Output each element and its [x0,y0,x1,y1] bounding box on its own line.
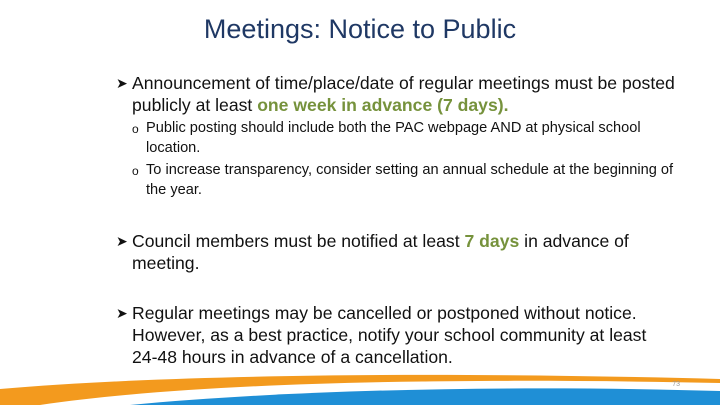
bullet-text: Regular meetings may be cancelled or postponed without notice. However, as a best practice, notify your school community at least 24-48 hours in advance of a cancellation. [132,303,647,367]
arrow-bullet-icon: ➤ [116,75,128,91]
bullet-highlight: one week in advance (7 days). [257,95,509,115]
bullet-council-notice [116,230,676,274]
bullet-highlight: 7 days [464,231,520,251]
circle-bullet-icon: o [132,164,139,178]
blue-swoosh [130,388,720,405]
sub-bullet-text: Public posting should include both the PAC webpage AND at physical school location. [146,120,641,156]
slide-content [116,72,676,368]
bullet-text-after: in advance of meeting. [132,231,629,273]
arrow-bullet-icon: ➤ [116,233,128,249]
bullet-text: Announcement of time/place/date of regular meetings must be posted publicly at least [132,73,675,115]
sub-bullet-posting [116,118,676,158]
circle-bullet-icon: o [132,122,139,136]
sub-bullet-transparency [116,160,676,200]
bullet-cancellation [116,302,676,368]
sub-bullet-text: To increase transparency, consider setting an annual schedule at the beginning of the year. [146,162,674,198]
bullet-announcement [116,72,676,116]
slide-title: Meetings: Notice to Public [203,14,517,44]
arrow-bullet-icon: ➤ [116,305,128,321]
decorative-swoosh [0,365,720,405]
bullet-text: Council members must be notified at least [132,231,465,251]
page-number: 73 [672,381,680,388]
